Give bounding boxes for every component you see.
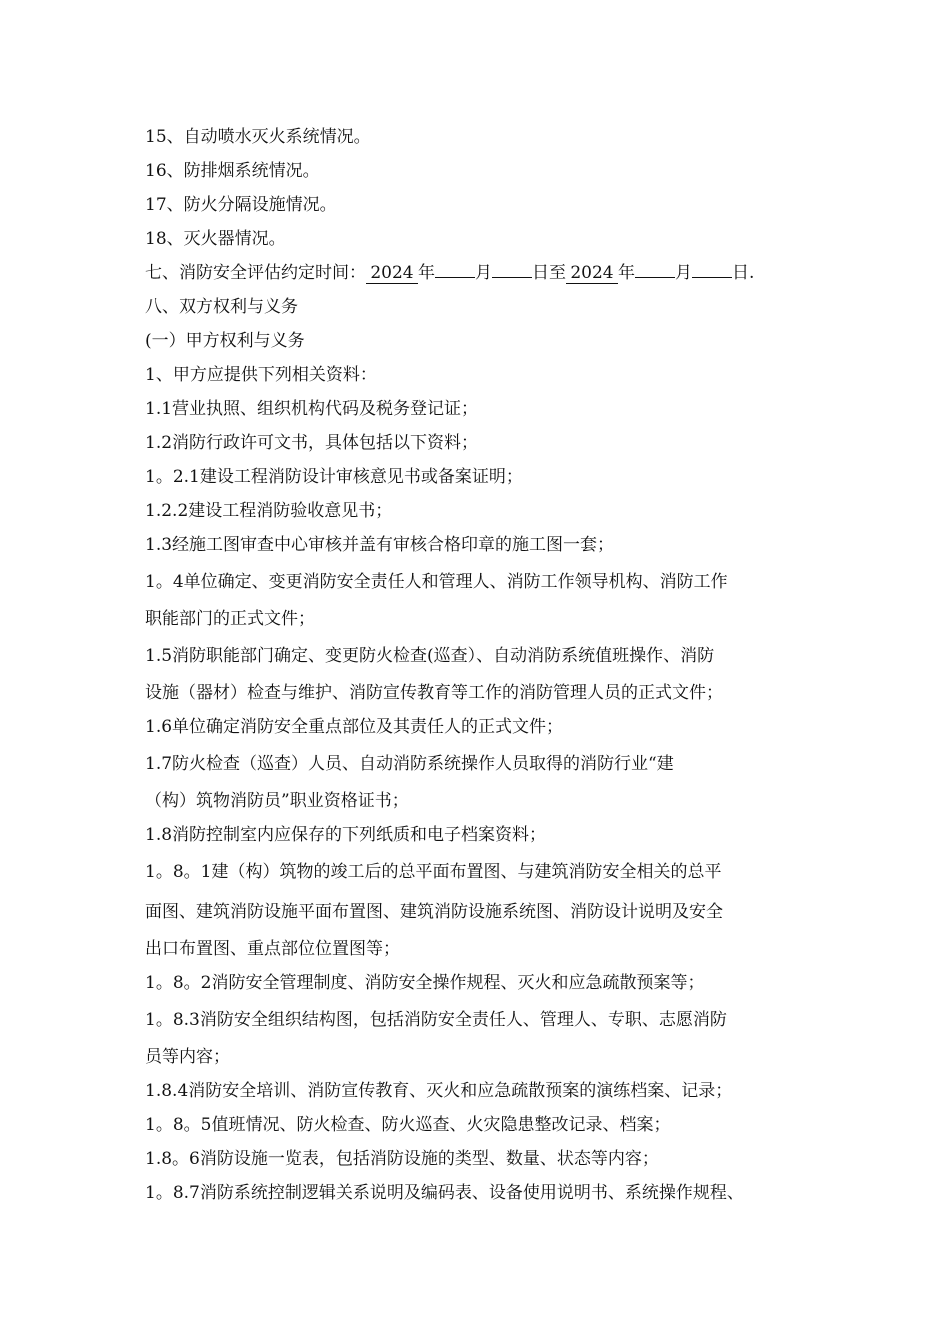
end-day-blank xyxy=(692,257,732,278)
end-month-blank xyxy=(635,257,675,278)
day-end-text: 日. xyxy=(732,263,755,283)
text-line: 1。4单位确定、变更消防安全责任人和管理人、消防工作领导机构、消防工作 xyxy=(145,572,728,592)
section-heading: 八、双方权利与义务 xyxy=(145,297,298,317)
text-line: 1.3经施工图审查中心审核并盖有审核合格印章的施工图一套； xyxy=(145,535,615,555)
text-line: 1、甲方应提供下列相关资料： xyxy=(145,365,377,385)
year-char: 年 xyxy=(618,263,635,283)
text-line: 17、防火分隔设施情况。 xyxy=(145,195,337,215)
start-year-blank: 2024 xyxy=(366,263,418,284)
text-line: 1。8。1建（构）筑物的竣工后的总平面布置图、与建筑消防安全相关的总平 xyxy=(145,862,722,882)
text-line: 1.1营业执照、组织机构代码及税务登记证； xyxy=(145,399,479,419)
assessment-time-label: 七、消防安全评估约定时间： xyxy=(145,263,366,283)
text-line: 面图、建筑消防设施平面布置图、建筑消防设施系统图、消防设计说明及安全 xyxy=(145,902,723,922)
start-month-blank xyxy=(435,257,475,278)
text-line: 1。8.7消防系统控制逻辑关系说明及编码表、设备使用说明书、系统操作规程、 xyxy=(145,1183,744,1203)
text-line: 1。8。5值班情况、防火检查、防火巡查、火灾隐患整改记录、档案； xyxy=(145,1115,671,1135)
assessment-time-line xyxy=(145,256,825,290)
text-line: 1.8。6消防设施一览表，包括消防设施的类型、数量、状态等内容； xyxy=(145,1149,659,1169)
year-char: 年 xyxy=(418,263,435,283)
text-line: 18、灭火器情况。 xyxy=(145,229,286,249)
end-year-blank: 2024 xyxy=(566,263,618,284)
subsection-heading: (一）甲方权利与义务 xyxy=(145,331,305,351)
day-to-text: 日至 xyxy=(532,263,566,283)
text-line: 15、自动喷水灭火系统情况。 xyxy=(145,127,371,147)
month-char: 月 xyxy=(475,263,492,283)
text-line: 1。8。2消防安全管理制度、消防安全操作规程、灭火和应急疏散预案等； xyxy=(145,973,705,993)
text-line: 设施（器材）检查与维护、消防宣传教育等工作的消防管理人员的正式文件； xyxy=(145,683,723,703)
text-line: （构）筑物消防员”职业资格证书； xyxy=(145,791,409,811)
text-line: 出口布置图、重点部位位置图等； xyxy=(145,939,400,959)
text-line: 1。2.1建设工程消防设计审核意见书或备案证明； xyxy=(145,467,523,487)
text-line: 1.8消防控制室内应保存的下列纸质和电子档案资料； xyxy=(145,825,547,845)
text-line: 1.2.2建设工程消防验收意见书； xyxy=(145,501,393,521)
text-line: 16、防排烟系统情况。 xyxy=(145,161,320,181)
start-day-blank xyxy=(492,257,532,278)
text-line: 1.6单位确定消防安全重点部位及其责任人的正式文件； xyxy=(145,717,564,737)
text-line: 1.7防火检查（巡查）人员、自动消防系统操作人员取得的消防行业“建 xyxy=(145,754,674,774)
text-line: 员等内容； xyxy=(145,1047,230,1067)
month-char: 月 xyxy=(675,263,692,283)
text-line: 职能部门的正式文件； xyxy=(145,609,315,629)
text-line: 1.8.4消防安全培训、消防宣传教育、灭火和应急疏散预案的演练档案、记录； xyxy=(145,1081,733,1101)
text-line: 1。8.3消防安全组织结构图，包括消防安全责任人、管理人、专职、志愿消防 xyxy=(145,1010,727,1030)
text-line: 1.2消防行政许可文书，具体包括以下资料； xyxy=(145,433,479,453)
document-body xyxy=(145,120,825,1210)
text-line: 1.5消防职能部门确定、变更防火检查(巡查）、自动消防系统值班操作、消防 xyxy=(145,646,715,666)
